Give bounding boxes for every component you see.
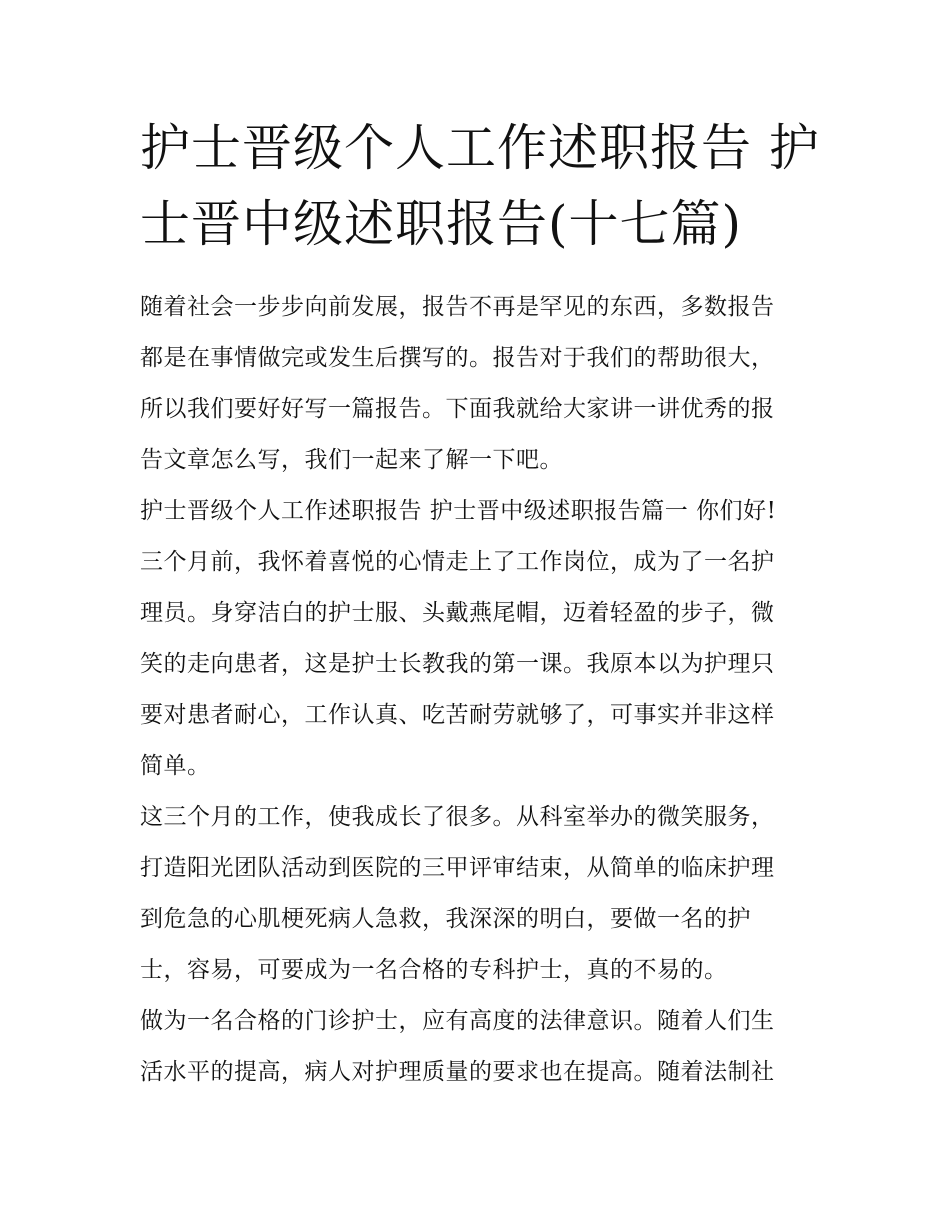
paragraph-line: 做为一名合格的门诊护士，应有高度的法律意识。随着人们生 — [140, 1008, 775, 1034]
intro-line: 都是在事情做完或发生后撰写的。报告对于我们的帮助很大， — [140, 345, 775, 371]
document-title — [140, 110, 820, 262]
document-page — [140, 110, 820, 1098]
paragraph-line: 到危急的心肌梗死病人急救，我深深的明白，要做一名的护 — [140, 906, 751, 932]
title-line: 护士晋级个人工作述职报告 护 — [140, 119, 820, 177]
paragraph-line: 这三个月的工作，使我成长了很多。从科室举办的微笑服务， — [140, 804, 775, 830]
paragraph-line: 简单。 — [140, 753, 211, 779]
intro-line: 随着社会一步步向前发展，报告不再是罕见的东西，多数报告 — [140, 294, 775, 320]
title-line: 士晋中级述职报告(十七篇) — [140, 195, 743, 253]
section-heading-line: 护士晋级个人工作述职报告 护士晋中级述职报告篇一 你们好! — [140, 498, 777, 524]
paragraph-line: 士，容易，可要成为一名合格的专科护士，真的不易的。 — [140, 957, 728, 983]
paragraph-line: 要对患者耐心，工作认真、吃苦耐劳就够了，可事实并非这样 — [140, 702, 775, 728]
intro-line: 告文章怎么写，我们一起来了解一下吧。 — [140, 447, 563, 473]
paragraph-line: 活水平的提高，病人对护理质量的要求也在提高。随着法制社 — [140, 1059, 775, 1085]
paragraph-line: 三个月前，我怀着喜悦的心情走上了工作岗位，成为了一名护 — [140, 549, 775, 575]
paragraph-line: 打造阳光团队活动到医院的三甲评审结束，从简单的临床护理 — [140, 855, 775, 881]
intro-line: 所以我们要好好写一篇报告。下面我就给大家讲一讲优秀的报 — [140, 396, 775, 422]
paragraph-line: 理员。身穿洁白的护士服、头戴燕尾帽，迈着轻盈的步子，微 — [140, 600, 775, 626]
paragraph-line: 笑的走向患者，这是护士长教我的第一课。我原本以为护理只 — [140, 651, 775, 677]
document-body — [140, 282, 812, 1098]
